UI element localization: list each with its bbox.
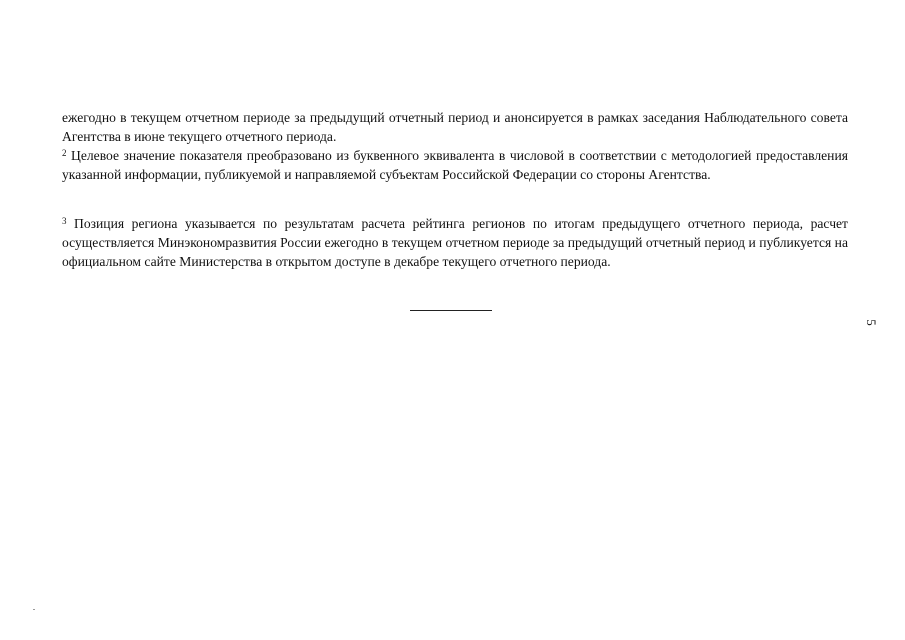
- footnote-3-number: 3: [62, 216, 67, 226]
- scan-speck: [33, 609, 35, 610]
- end-separator-line: [410, 310, 492, 311]
- paragraph-continuation-text: ежегодно в текущем отчетном периоде за предыдущий отчетный период и анонсируется в рамках заседания Наблюдательного совета Агентства в июне текущего отчетного периода.: [62, 110, 848, 144]
- footnote-2: [62, 146, 848, 184]
- paragraph-continuation: [62, 108, 848, 146]
- footnote-3: [62, 214, 848, 271]
- footnote-3-text: Позиция региона указывается по результатам расчета рейтинга регионов по итогам предыдущего отчетного периода, расчет осуществляется Минэкономразвития России ежегодно в текущем отчетном периоде за предыдущий отчетный период и публикуется на официальном сайте Министерства в открытом доступе в декабре текущего отчетного периода.: [62, 216, 848, 269]
- footnote-2-text: Целевое значение показателя преобразовано из буквенного эквивалента в числовой в соответствии с методологией предоставления указанной информации, публикуемой и направляемой субъектам Российской Федерации со стороны Агентства.: [62, 148, 848, 182]
- page-number: 5: [863, 319, 879, 326]
- footnote-2-number: 2: [62, 148, 67, 158]
